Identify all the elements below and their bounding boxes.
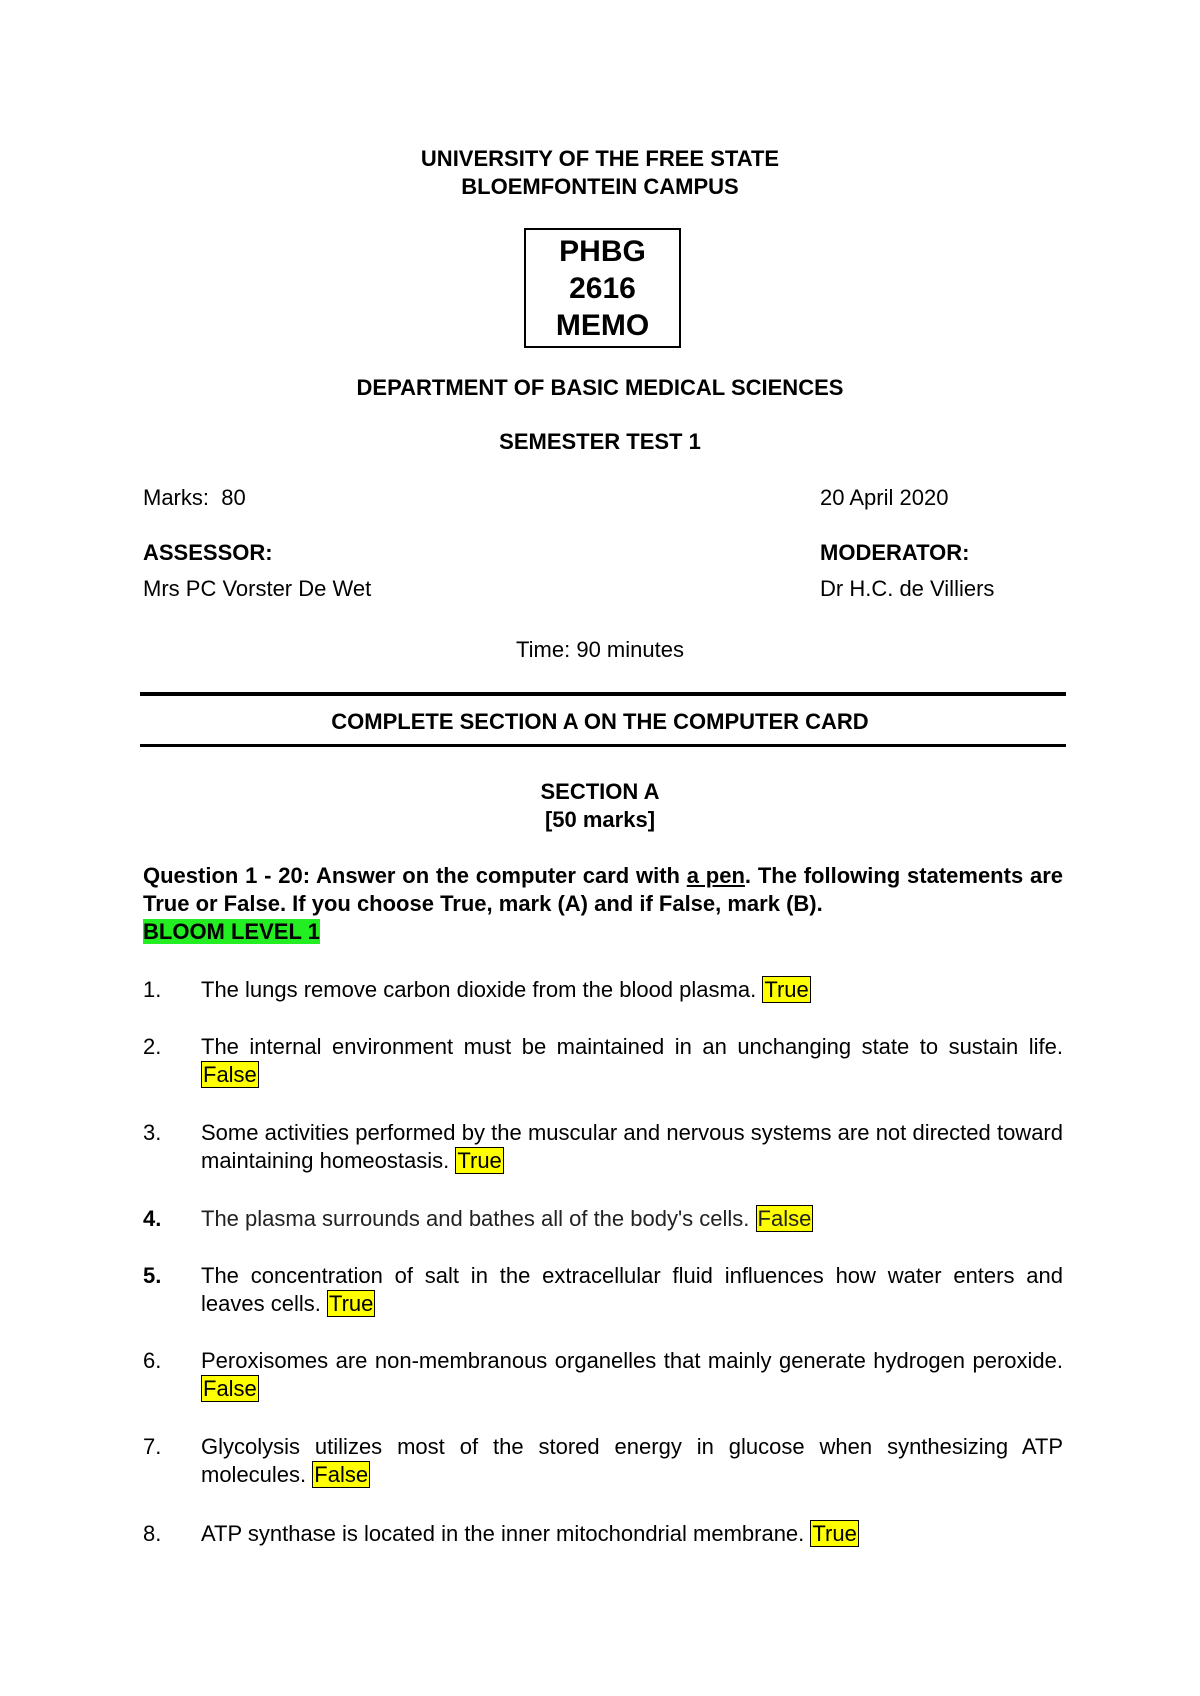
test-date: 20 April 2020 <box>820 485 949 510</box>
answer-badge: False <box>314 1462 369 1487</box>
moderator-name: Dr H.C. de Villiers <box>820 576 995 601</box>
university-name: UNIVERSITY OF THE FREE STATE <box>420 146 780 171</box>
question-number: 1. <box>143 977 162 1002</box>
answer-badge: False <box>757 1206 812 1231</box>
time-allowed: Time: 90 minutes <box>516 637 684 662</box>
assessor-label: ASSESSOR: <box>143 540 273 565</box>
question-text: The concentration of salt in the extracellular fluid influences how water enters and leaves cells. True <box>201 1263 1063 1316</box>
bloom-level-badge: BLOOM LEVEL 1 <box>143 919 320 944</box>
instruction-underlined: a pen <box>686 863 745 888</box>
marks-line <box>143 484 246 512</box>
section-title: SECTION A <box>540 779 660 804</box>
answer-badge: True <box>328 1291 374 1316</box>
question-number: 7. <box>143 1434 162 1459</box>
department-name: DEPARTMENT OF BASIC MEDICAL SCIENCES <box>356 375 844 400</box>
memo-label: MEMO <box>555 309 650 342</box>
question-number: 8. <box>143 1521 162 1546</box>
question-number: 5. <box>143 1263 162 1288</box>
course-number: 2616 <box>569 272 636 305</box>
instruction-part-b: . The following statements are True or False. If you choose True, mark (A) and if False, mark (B). <box>143 863 1064 916</box>
test-title: SEMESTER TEST 1 <box>499 429 701 454</box>
answer-badge: True <box>812 1521 857 1546</box>
banner-top-rule <box>140 692 1066 696</box>
question-text: The plasma surrounds and bathes all of the body's cells. False <box>201 1206 812 1231</box>
marks-label: Marks: <box>143 485 209 510</box>
question-number: 6. <box>143 1348 162 1373</box>
banner-text: COMPLETE SECTION A ON THE COMPUTER CARD <box>331 709 869 734</box>
banner-bottom-rule <box>140 744 1066 747</box>
course-code: PHBG <box>559 235 646 268</box>
answer-badge: True <box>764 977 809 1002</box>
question-number: 4. <box>143 1206 162 1231</box>
question-text: The internal environment must be maintained in an unchanging state to sustain life. False <box>201 1034 1063 1087</box>
question-text: ATP synthase is located in the inner mitochondrial membrane. True <box>201 1521 857 1546</box>
assessor-name: Mrs PC Vorster De Wet <box>143 576 372 601</box>
question-text: Peroxisomes are non-membranous organelles that mainly generate hydrogen peroxide. False <box>201 1348 1063 1401</box>
section-instruction <box>143 862 1063 946</box>
question-text: Glycolysis utilizes most of the stored energy in glucose when synthesizing ATP molecules. False <box>201 1434 1063 1487</box>
section-marks: [50 marks] <box>544 807 656 832</box>
moderator-label: MODERATOR: <box>820 540 970 565</box>
answer-badge: True <box>457 1148 502 1173</box>
campus-name: BLOEMFONTEIN CAMPUS <box>461 174 739 199</box>
question-number: 2. <box>143 1034 162 1059</box>
question-number: 3. <box>143 1120 162 1145</box>
course-code-box <box>524 228 681 348</box>
marks-value: 80 <box>221 485 246 510</box>
question-text: The lungs remove carbon dioxide from the blood plasma. True <box>201 977 809 1002</box>
question-text: Some activities performed by the muscular and nervous systems are not directed toward maintaining homeostasis. True <box>201 1120 1063 1173</box>
answer-badge: False <box>203 1062 257 1087</box>
answer-badge: False <box>203 1376 257 1401</box>
instruction-part-a: Question 1 - 20: Answer on the computer card with <box>143 863 687 888</box>
